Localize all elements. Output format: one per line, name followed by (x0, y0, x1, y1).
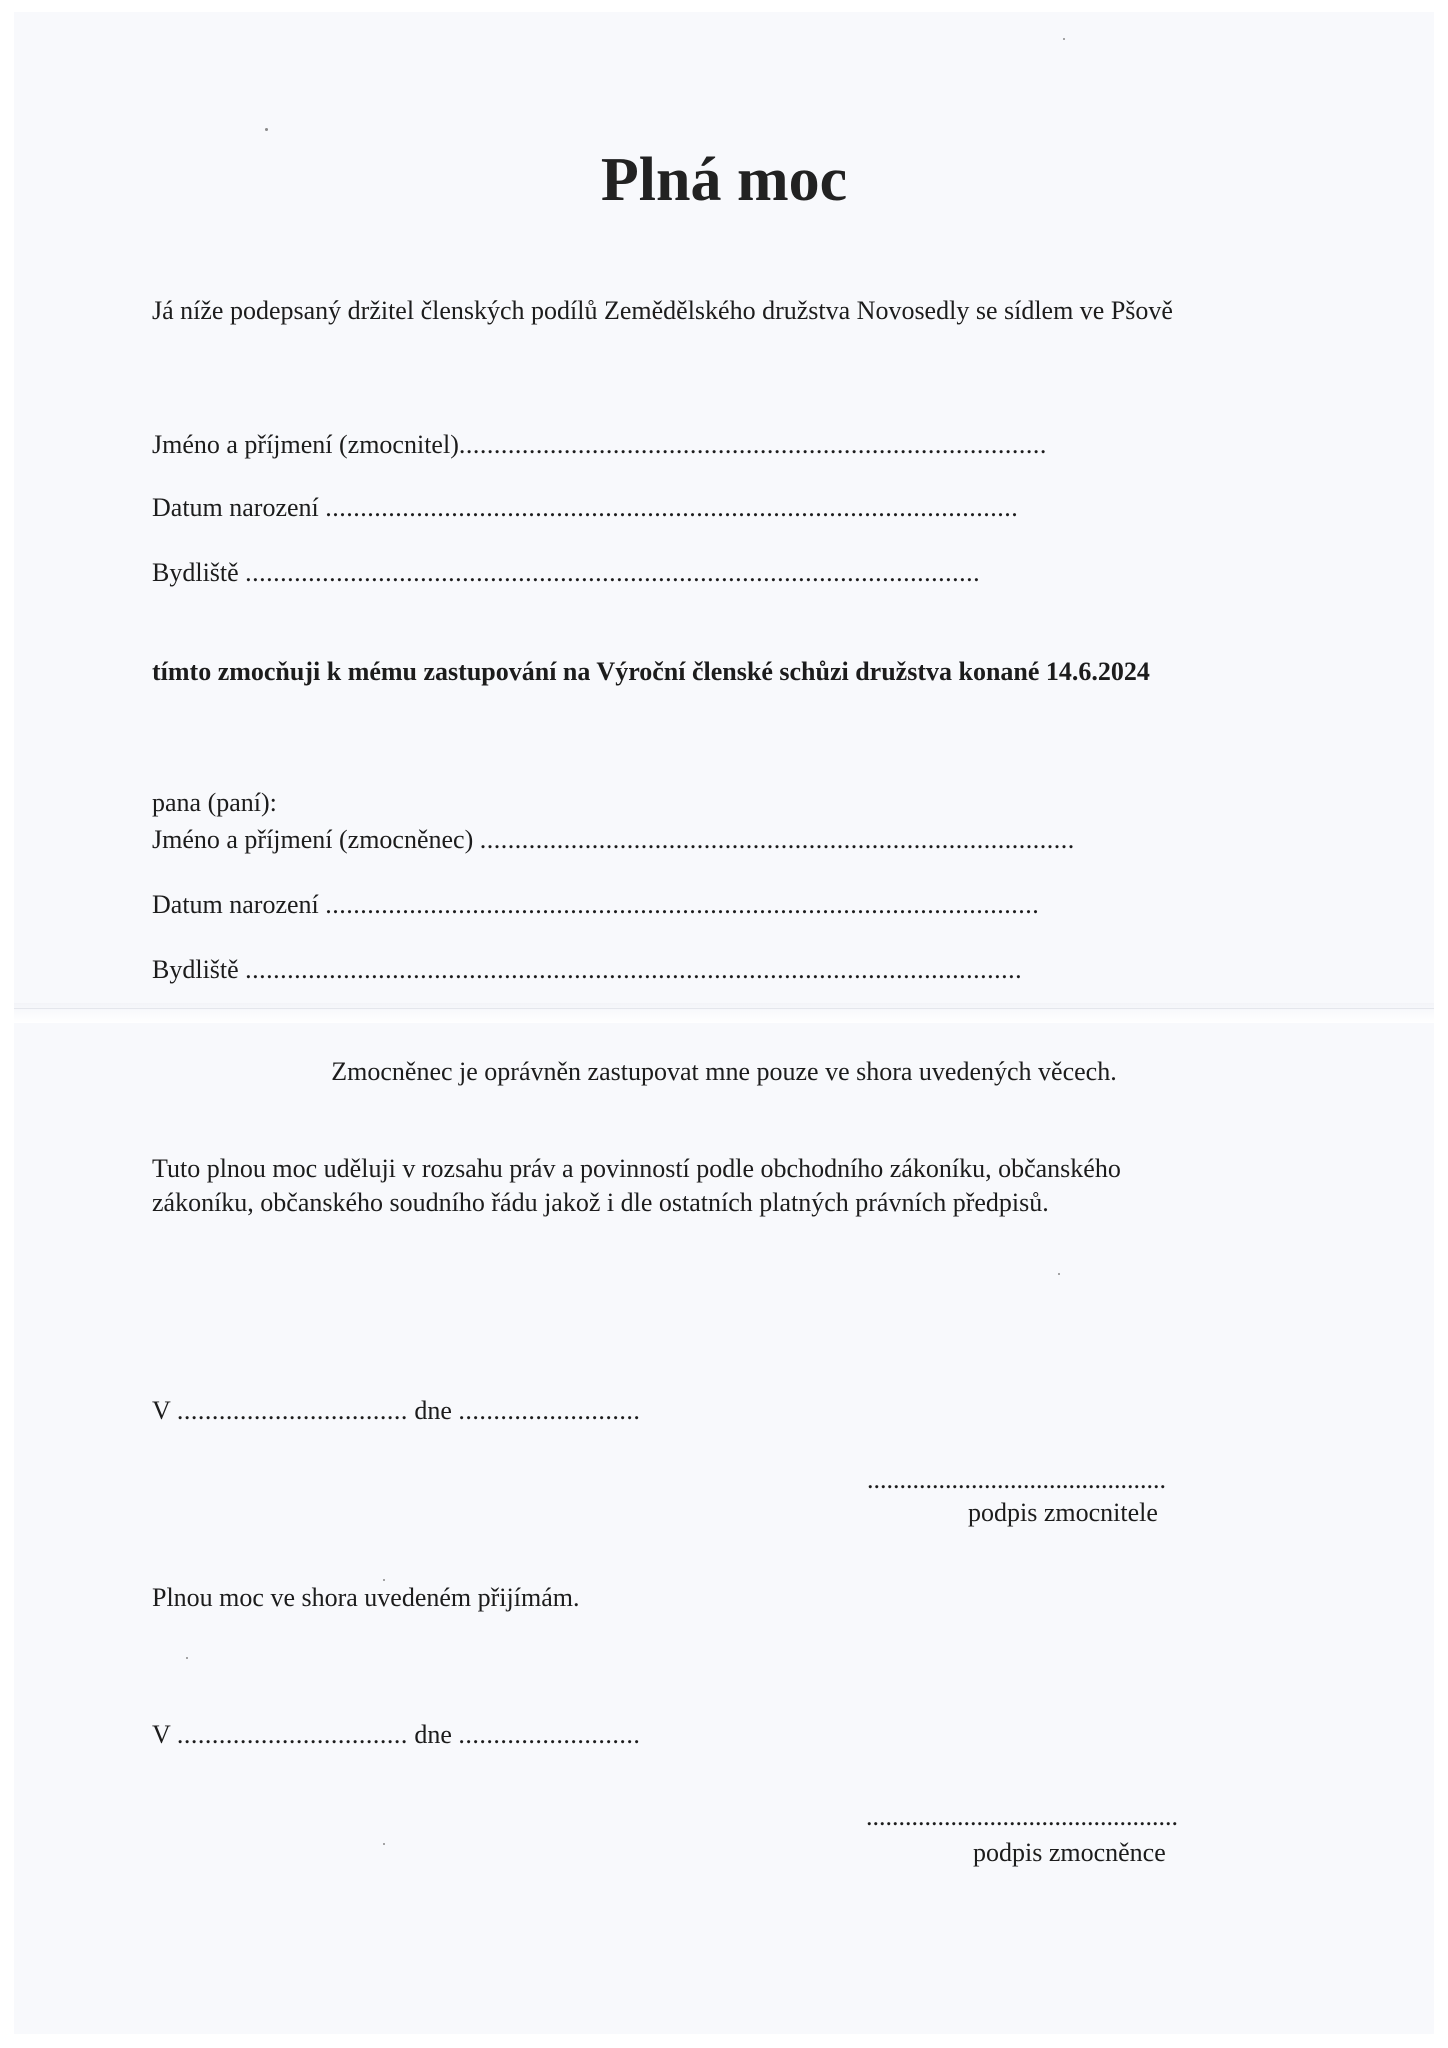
attorney-place-prefix: V (152, 1720, 171, 1749)
attorney-birth-label: Datum narození (152, 890, 319, 919)
attorney-birth-field[interactable] (152, 888, 1039, 922)
grantor-birth-label: Datum narození (152, 493, 319, 522)
scan-speck (1063, 38, 1065, 40)
grantor-signature-label: podpis zmocnitele (968, 1498, 1158, 1527)
document-title: Plná moc (600, 146, 848, 214)
grantor-place-date-field[interactable] (152, 1394, 640, 1428)
attorney-residence-dots: ............................................................................................................... (245, 955, 1023, 984)
attorney-place-dots: ................................. (176, 1720, 408, 1749)
legal-paragraph-line: zákoníku, občanského soudního řádu jakož i dle ostatních platných právních předpisů. (152, 1188, 1049, 1217)
grantor-signature-line[interactable]: .............................................. (867, 1465, 1166, 1494)
attorney-signature-line[interactable]: ................................................ (866, 1802, 1178, 1831)
attorney-residence-field[interactable] (152, 953, 1022, 987)
acceptance-statement: Plnou moc ve shora uvedeném přijímám. (152, 1583, 580, 1612)
grantor-date-dots: .......................... (458, 1396, 641, 1425)
scan-speck (1058, 1273, 1060, 1275)
grantor-residence-field[interactable] (152, 556, 980, 590)
grantor-birth-dots: ................................................................................................... (325, 493, 1019, 522)
legal-paragraph (152, 1152, 1272, 1220)
attorney-birth-dots: ...................................................................................................... (325, 890, 1040, 919)
grantor-name-dots: .................................................................................... (458, 430, 1047, 459)
paper-fold-line (14, 1008, 1434, 1009)
attorney-name-label: Jméno a příjmení (zmocněnec) (152, 825, 474, 854)
grantor-residence-label: Bydliště (152, 558, 239, 587)
authorization-statement: tímto zmocňuji k mému zastupování na Výroční členské schůzi družstva konané 14.6.2024 (152, 657, 1150, 686)
paper-fold-shadow (14, 1003, 1434, 1023)
scan-speck (186, 1657, 188, 1659)
grantor-birth-field[interactable] (152, 491, 1018, 525)
attorney-signature-label: podpis zmocněnce (973, 1838, 1166, 1867)
intro-line: Já níže podepsaný držitel členských podílů Zemědělského družstva Novosedly se sídlem ve Pšově (152, 296, 1173, 325)
attorney-place-date-field[interactable] (152, 1718, 640, 1752)
attorney-salutation: pana (paní): (152, 788, 277, 817)
legal-paragraph-line: Tuto plnou moc uděluji v rozsahu práv a povinností podle obchodního zákoníku, občanského (152, 1154, 1121, 1183)
attorney-name-field[interactable] (152, 823, 1075, 857)
scan-speck (383, 1843, 385, 1845)
attorney-date-prefix: dne (414, 1720, 452, 1749)
grantor-date-prefix: dne (414, 1396, 452, 1425)
attorney-date-dots: .......................... (458, 1720, 641, 1749)
grantor-place-dots: ................................. (176, 1396, 408, 1425)
scope-statement: Zmocněnec je oprávněn zastupovat mne pouze ve shora uvedených věcech. (331, 1057, 1117, 1086)
grantor-residence-dots: ......................................................................................................... (245, 558, 981, 587)
grantor-place-prefix: V (152, 1396, 171, 1425)
attorney-name-dots: ..................................................................................... (479, 825, 1075, 854)
attorney-residence-label: Bydliště (152, 955, 239, 984)
grantor-name-label: Jméno a příjmení (zmocnitel) (152, 430, 459, 459)
scan-speck (265, 128, 268, 131)
grantor-name-field[interactable] (152, 428, 1047, 462)
